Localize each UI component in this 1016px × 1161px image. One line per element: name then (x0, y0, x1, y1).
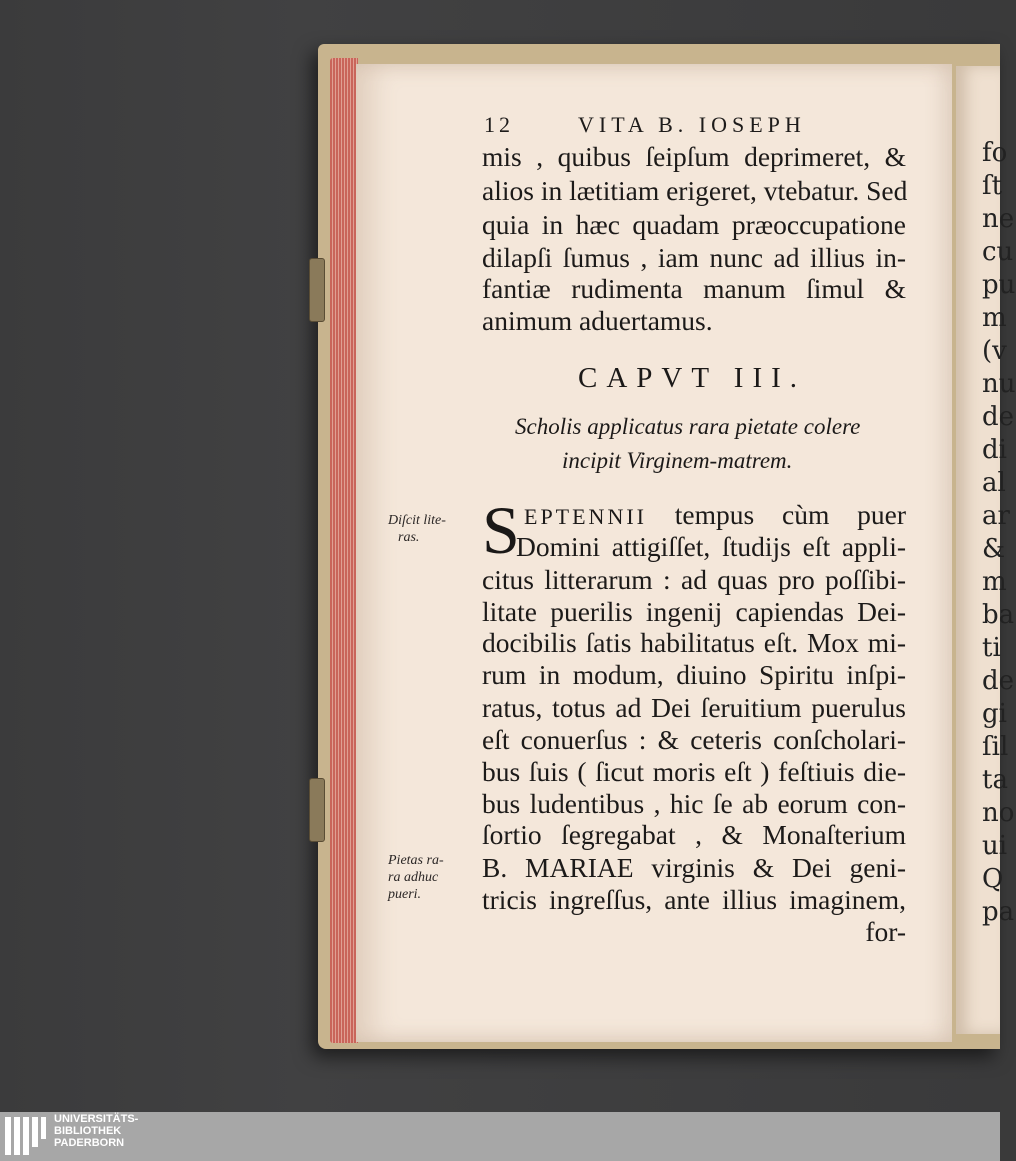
text-line: ratus, totus ad Dei ſeruitium puerulus (482, 692, 906, 723)
text-line: litate puerilis ingenij capiendas Dei- (482, 596, 906, 627)
facing-page (956, 66, 1016, 1034)
facing-page-fragment: no (982, 798, 1015, 828)
text-line: Domini attigiſſet, ſtudijs eſt appli- (516, 531, 906, 562)
footer-bar (0, 1112, 1000, 1161)
text-line: alios in lætitiam erigeret, vtebatur. Sed (482, 175, 908, 206)
chapter-subtitle-line: incipit Virginem-matrem. (562, 448, 793, 473)
first-text-line (524, 498, 906, 534)
running-title: VITA B. IOSEPH (578, 112, 806, 137)
margin-note (388, 852, 444, 903)
clasp-bottom (309, 778, 325, 842)
facing-page-fragment: pu (982, 270, 1016, 300)
clasp-top (309, 258, 325, 322)
facing-page-fragment: cu (982, 237, 1014, 267)
facing-page-fragment: Q (982, 864, 1004, 894)
margin-note-line: pueri. (388, 887, 422, 902)
margin-note-line: ras. (398, 530, 420, 545)
logo-line: PADERBORN (54, 1137, 125, 1149)
facing-page-fragment: m (982, 567, 1007, 597)
margin-note-line: Pietas ra- (388, 853, 444, 868)
text-line: ſortio ſegregabat , & Monaſterium (482, 819, 906, 850)
facing-page-fragment: de (982, 666, 1015, 696)
text-line: bus ſuis ( ſicut moris eſt ) feſtiuis die- (482, 756, 906, 787)
logo-line: BIBLIOTHEK (54, 1125, 122, 1137)
text-line: eſt conuerſus : & ceteris conſcholari- (482, 724, 906, 755)
library-bars-logo-icon (4, 1114, 48, 1158)
facing-page-fragment: gi (982, 699, 1007, 729)
facing-page-fragment: ar (982, 501, 1010, 531)
catchword: for- (865, 916, 906, 947)
drop-cap: S (482, 492, 520, 568)
facing-page-fragment: nu (982, 369, 1016, 399)
chapter-heading: CAPVT III. (578, 362, 807, 394)
logo-line: UNIVERSITÄTS- (54, 1113, 139, 1125)
facing-page-fragment: ta (982, 765, 1008, 795)
page-edges (330, 58, 358, 1043)
facing-page-fragment: & (982, 534, 1006, 564)
facing-page-fragment: ba (982, 600, 1015, 630)
facing-page-fragment: al (982, 468, 1006, 498)
text-line: tricis ingreſſus, ante illius imaginem, (482, 884, 906, 915)
text-line: rum in modum, diuino Spiritu inſpi- (482, 659, 906, 690)
facing-page-fragment: fo (982, 138, 1008, 168)
margin-note-line: Diſcit lite- (388, 513, 446, 528)
text-line: B. MARIAE virginis & Dei geni- (482, 852, 906, 883)
text-line: mis , quibus ſeipſum deprimeret, & (482, 141, 906, 172)
facing-page-fragment: ui (982, 831, 1008, 861)
facing-page-fragment: m (982, 303, 1007, 333)
first-line-rest: tempus cùm puer (674, 499, 907, 530)
text-line: dilapſi ſumus , iam nunc ad illius in- (482, 242, 906, 273)
page-number: 12 (484, 112, 514, 137)
text-line: fantiæ rudimenta manum ſimul & (482, 273, 906, 304)
text-line: quia in hæc quadam præoccupatione (482, 209, 906, 240)
facing-page-fragment: ti (982, 633, 1001, 663)
facing-page-fragment: pa (982, 897, 1015, 927)
facing-page-fragment: de (982, 402, 1015, 432)
margin-note (388, 512, 446, 546)
margin-note-line: ra adhuc (388, 870, 439, 885)
text-line: citus litterarum : ad quas pro poſſibi- (482, 564, 906, 595)
facing-page-fragment: (v (982, 336, 1007, 366)
facing-page-fragment: ſil (982, 732, 1009, 762)
facing-page-fragment: di (982, 435, 1007, 465)
facing-page-fragment: ne (982, 204, 1015, 234)
first-word: EPTENNII (524, 504, 647, 529)
text-line: animum aduertamus. (482, 305, 713, 336)
text-line: docibilis ſatis habilitatus eſt. Mox mi- (482, 627, 906, 658)
facing-page-fragment: ſt (982, 171, 1003, 201)
library-logo-text (54, 1113, 138, 1149)
text-line: bus ludentibus , hic ſe ab eorum con- (482, 788, 906, 819)
chapter-subtitle-line: Scholis applicatus rara pietate colere (515, 414, 861, 439)
